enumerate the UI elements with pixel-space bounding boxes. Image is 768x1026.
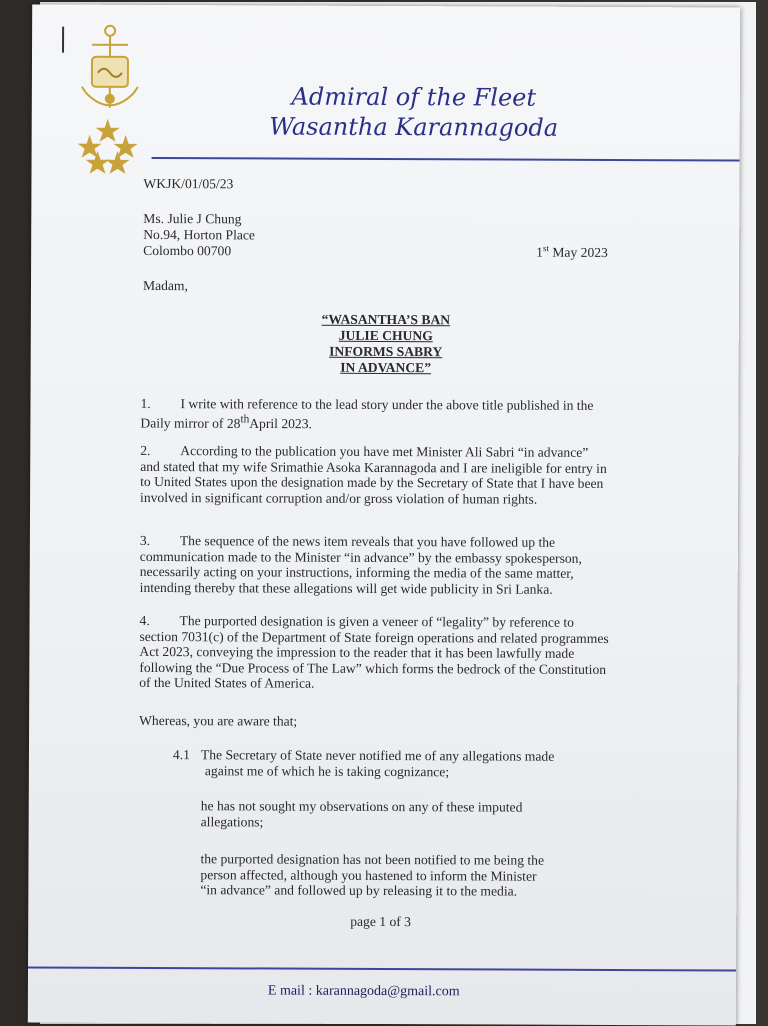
- subpoint-line: against me of which he is taking cognizance;: [173, 763, 573, 780]
- reference-number: WKJK/01/05/23: [143, 176, 233, 192]
- header-divider: [152, 157, 741, 162]
- paragraph-number: 1.: [140, 396, 180, 412]
- paragraph-4: [139, 613, 629, 693]
- subpoint-line: person affected, although you hastened to inform the Minister: [200, 867, 600, 884]
- paragraph-line: Act 2023, conveying the impression to the reader that it has been lawfully made: [139, 644, 629, 662]
- subpoint-4-1: [173, 747, 573, 780]
- subject-line: JULIE CHUNG: [281, 328, 491, 345]
- recipient-address: [143, 211, 255, 259]
- paragraph-line: to United States upon the designation made by the Secretary of State that I have been: [140, 474, 630, 492]
- paragraph-line: and stated that my wife Srimathie Asoka Karannagoda and I are ineligible for entry in: [140, 459, 630, 477]
- paragraph-number: 4.: [140, 613, 180, 629]
- ordinal-suffix: th: [240, 413, 249, 425]
- salutation: Madam,: [143, 278, 188, 294]
- paragraph-line: necessarily acting on your instructions, informing the media of the same matter,: [140, 564, 630, 582]
- anchor-crest-emblem: [80, 23, 140, 118]
- paragraph-line: Daily mirror of 28: [140, 415, 240, 430]
- paragraph-line: section 7031(c) of the Department of State foreign operations and related programmes: [139, 629, 629, 647]
- date-day: 1: [536, 245, 543, 260]
- subpoint-notification: [200, 851, 600, 900]
- paragraph-number: 2.: [140, 443, 180, 459]
- letterhead-title: [264, 81, 564, 142]
- paragraph-2: [140, 443, 630, 508]
- letter-date: [536, 245, 608, 261]
- letter-page: [28, 4, 740, 1025]
- subpoint-line: “in advance” and followed up by releasing it to the media.: [200, 882, 600, 899]
- paragraph-line: involved in significant corruption and/or gross violation of human rights.: [140, 490, 630, 508]
- subject-line: “WASANTHA’S BAN: [281, 312, 491, 329]
- subject-line: IN ADVANCE”: [281, 360, 491, 377]
- page-number: page 1 of 3: [350, 914, 411, 930]
- paragraph-1: [140, 396, 630, 433]
- paragraph-line: The sequence of the news item reveals that you have followed up the: [180, 533, 555, 550]
- paragraph-line: of the United States of America.: [139, 675, 629, 693]
- letterhead-name: Wasantha Karannagoda: [264, 111, 564, 142]
- subpoint-line: he has not sought my observations on any of these imputed: [201, 798, 601, 815]
- paragraph-line: intending thereby that these allegations will get wide publicity in Sri Lanka.: [140, 580, 630, 598]
- whereas-clause: Whereas, you are aware that;: [139, 713, 297, 730]
- footer-email: E mail : karannagoda@gmail.com: [268, 983, 460, 1000]
- paragraph-line: According to the publication you have met Minister Ali Sabri “in advance”: [180, 443, 588, 460]
- paragraph-line: The purported designation is given a veneer of “legality” by reference to: [180, 613, 574, 630]
- subject-line: INFORMS SABRY: [281, 344, 491, 361]
- letterhead-rank: Admiral of the Fleet: [264, 81, 564, 112]
- subpoint-line: the purported designation has not been notified to me being the: [200, 851, 600, 868]
- five-stars-insignia: [77, 117, 137, 177]
- recipient-name: Ms. Julie J Chung: [143, 211, 255, 227]
- subpoint-line: The Secretary of State never notified me of any allegations made: [201, 747, 554, 764]
- footer-divider: [28, 966, 736, 971]
- paragraph-line: I write with reference to the lead story under the above title published in the: [180, 396, 593, 413]
- subject-heading: [281, 312, 491, 377]
- paragraph-3: [140, 533, 630, 598]
- paragraph-line-tail: April 2023.: [249, 416, 312, 431]
- date-month-year: May 2023: [549, 245, 608, 260]
- date-suffix: st: [543, 243, 549, 253]
- subpoint-observations: [201, 798, 601, 831]
- paragraph-line: communication made to the Minister “in advance” by the embassy spokesperson,: [140, 549, 630, 567]
- paragraph-line: following the “Due Process of The Law” which forms the bedrock of the Constitution: [139, 660, 629, 678]
- recipient-city: Colombo 00700: [143, 243, 255, 259]
- recipient-street: No.94, Horton Place: [143, 227, 255, 243]
- paragraph-number: 3.: [140, 533, 180, 549]
- subpoint-number: 4.1: [173, 747, 201, 763]
- subpoint-line: allegations;: [201, 814, 601, 831]
- edge-mark: [62, 27, 64, 53]
